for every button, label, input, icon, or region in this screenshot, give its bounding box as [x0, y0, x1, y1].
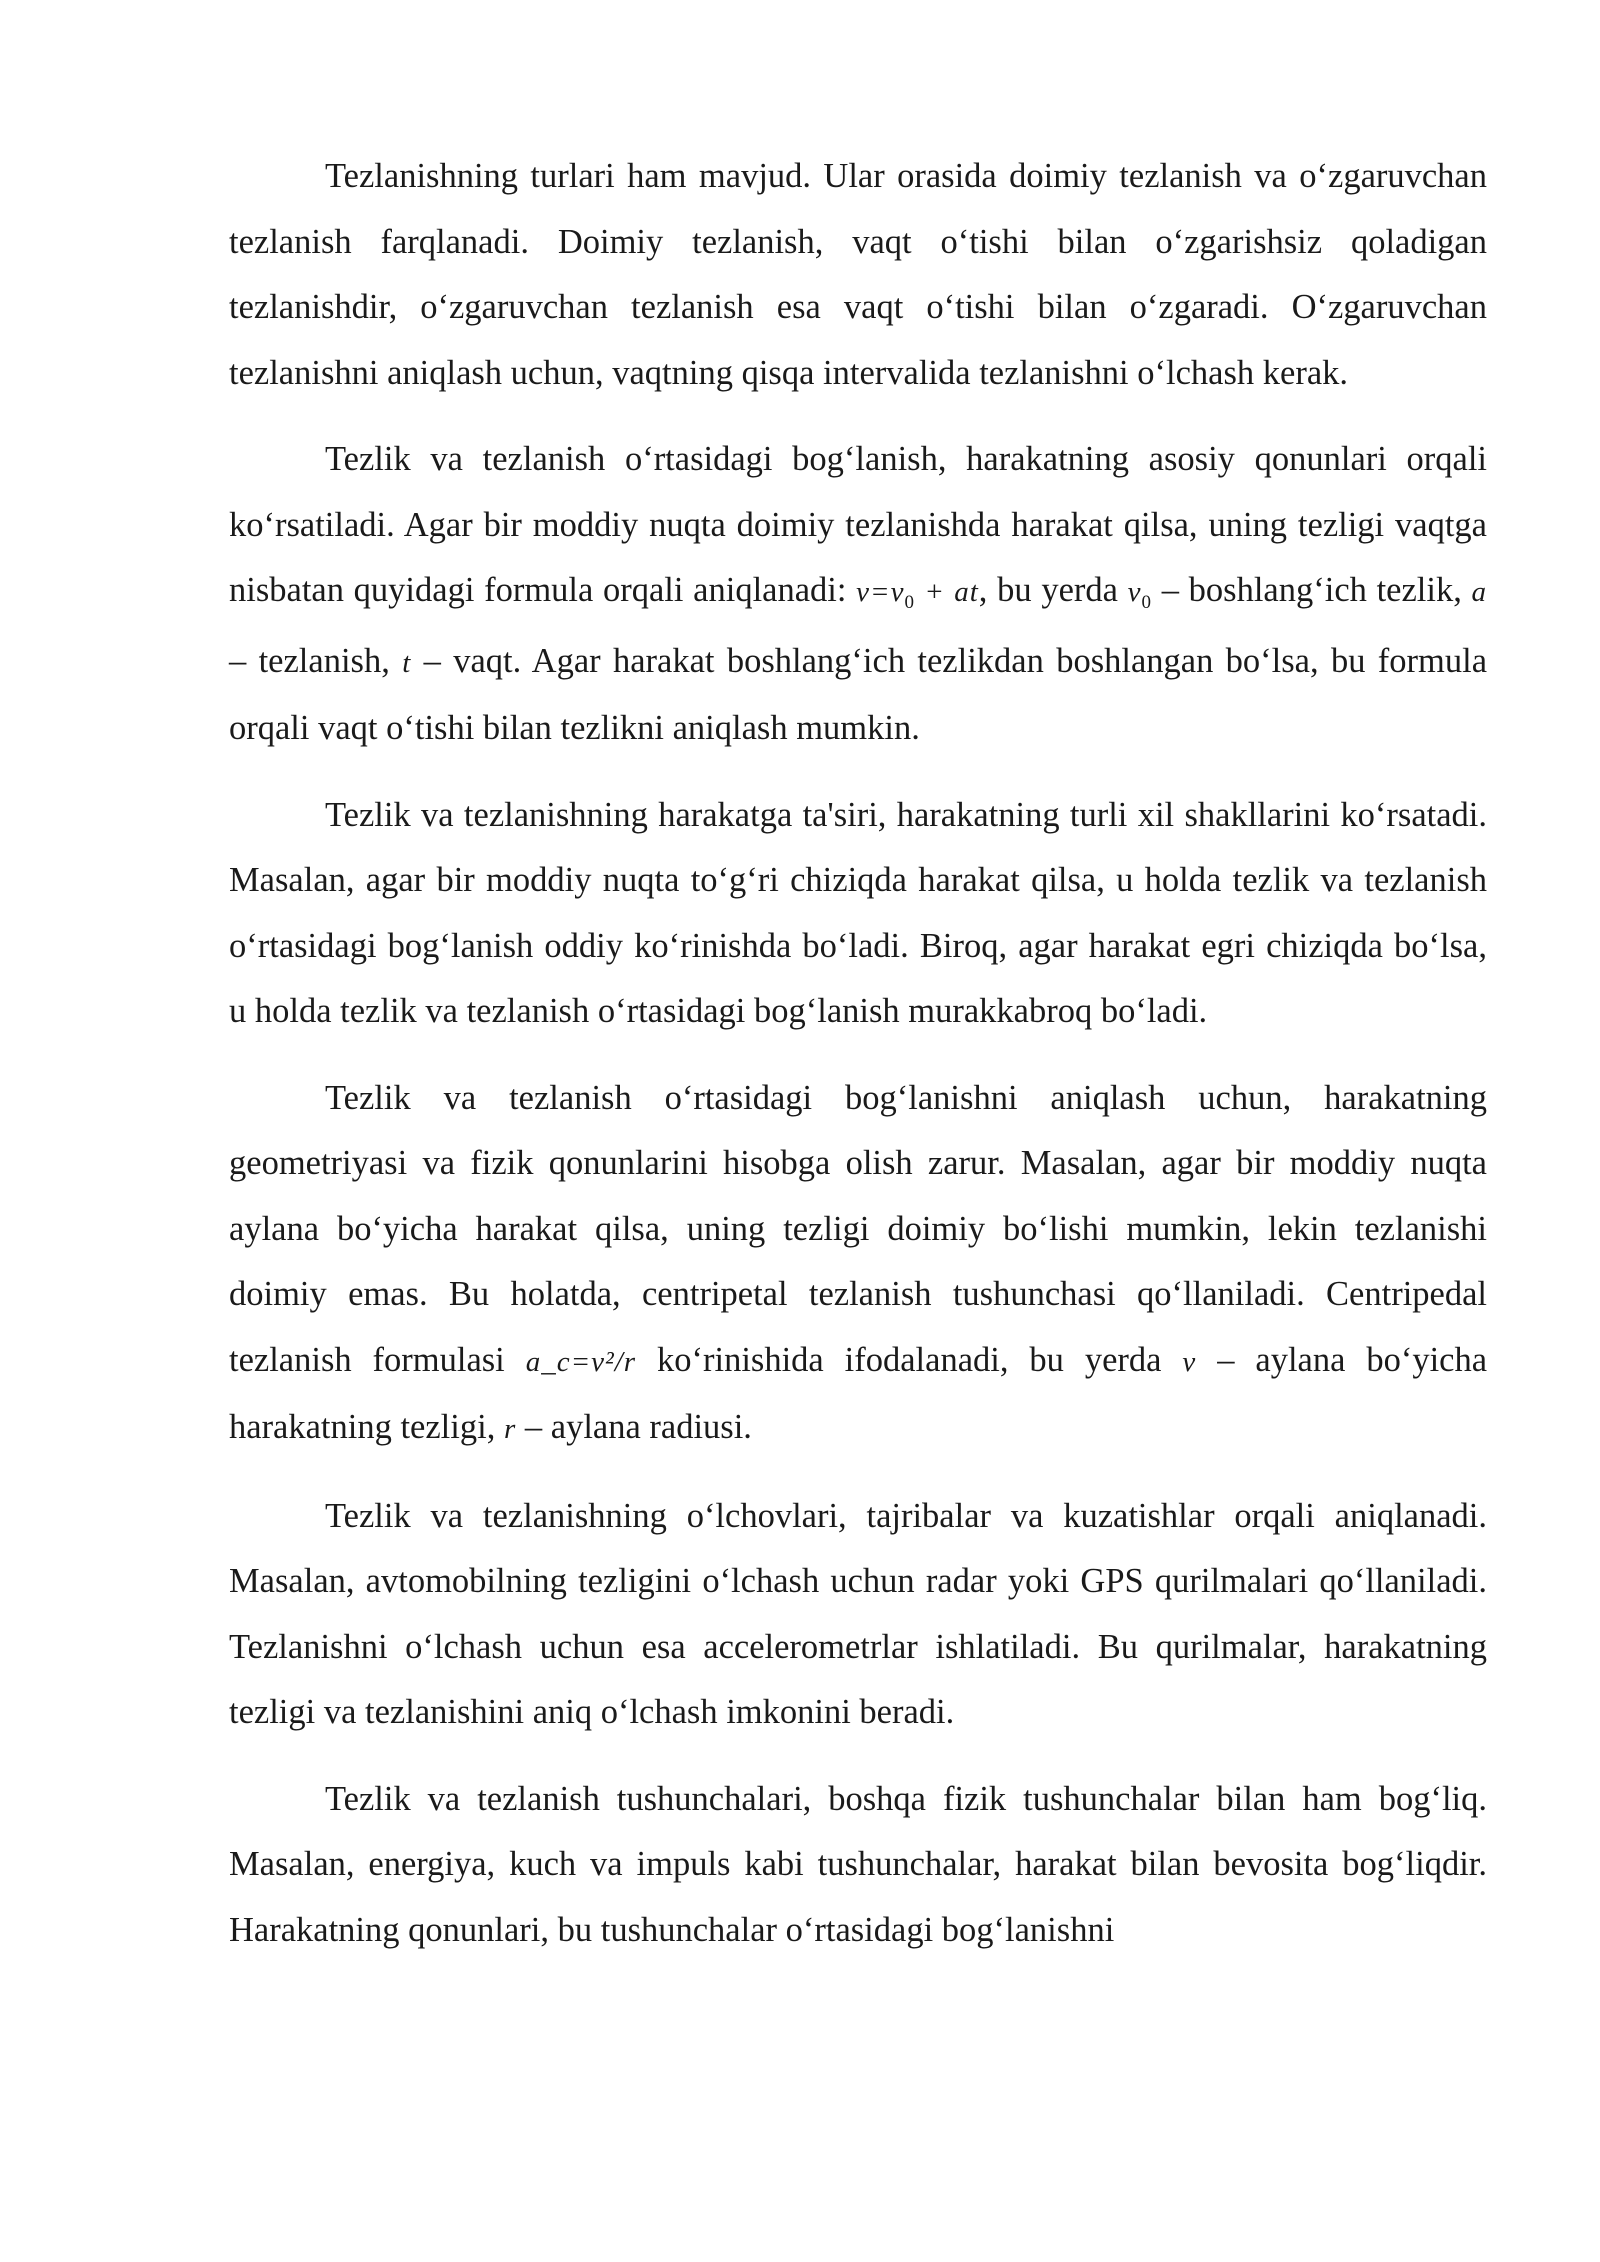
- paragraph-2-text-a: Tezlik va tezlanish o‘rtasidagi bog‘lanish, harakatning asosiy qonunlari orqali ko‘rsatiladi. Agar bir moddiy nuqta doimiy tezlanishda harakat qilsa, uning tezligi vaqtga nisbatan quyidagi formula orqali aniqlanadi:: [229, 440, 1487, 609]
- paragraph-3-text: Tezlik va tezlanishning harakatga ta'siri, harakatning turli xil shakllarini ko‘rsatadi. Masalan, agar bir moddiy nuqta to‘g‘ri chiziqda harakat qilsa, u holda tezlik va tezlanish o‘rtasidagi bog‘lanish oddiy ko‘rinishda bo‘ladi. Biroq, agar harakat egri chiziqda bo‘lsa, u holda tezlik va tezlanish o‘rtasidagi bog‘lanish murakkabroq bo‘ladi.: [229, 795, 1487, 1030]
- paragraph-5-text: Tezlik va tezlanishning o‘lchovlari, tajribalar va kuzatishlar orqali aniqlanadi. Masalan, avtomobilning tezligini o‘lchash uchun radar yoki GPS qurilmalari qo‘llaniladi. Tezlanishni o‘lchash uchun esa accelerometrlar ishlatiladi. Bu qurilmalar, harakatning tezligi va tezlanishini aniq o‘lchash imkonini beradi.: [229, 1496, 1487, 1731]
- time-symbol: t: [402, 646, 412, 679]
- paragraph-6-text: Tezlik va tezlanish tushunchalari, boshqa fizik tushunchalar bilan ham bog‘liq. Masalan, energiya, kuch va impuls kabi tushunchalar, harakat bilan bevosita bog‘liqdir. Harakatning qonunlari, bu tushunchalar o‘rtasidagi bog‘lanishni: [229, 1779, 1487, 1949]
- paragraph-4: [229, 1066, 1487, 1463]
- paragraph-3: [229, 783, 1487, 1045]
- acceleration-symbol: a: [1471, 576, 1488, 608]
- paragraph-6: [229, 1767, 1487, 1964]
- radius-symbol: r: [503, 1413, 517, 1445]
- initial-velocity-symbol: $v_0$: [1127, 576, 1153, 613]
- velocity-symbol: v: [1182, 1345, 1197, 1378]
- document-body: [229, 144, 1487, 1984]
- centripetal-formula: a_c=v²/r: [525, 1345, 637, 1378]
- paragraph-1-text: Tezlanishning turlari ham mavjud. Ular orasida doimiy tezlanish va o‘zgaruvchan tezlanish farqlanadi. Doimiy tezlanish, vaqt o‘tishi bilan o‘zgarishsiz qoladigan tezlanishdir, o‘zgaruvchan tezlanish esa vaqt o‘tishi bilan o‘zgaradi. O‘zgaruvchan tezlanishni aniqlash uchun, vaqtning qisqa intervalida tezlanishni o‘lchash kerak.: [229, 157, 1487, 392]
- paragraph-4-text-b: ko‘rinishida ifodalanadi, bu yerda: [657, 1340, 1162, 1379]
- velocity-formula: $v=v_0$ + at: [856, 576, 979, 613]
- paragraph-2-text-e: – vaqt. Agar harakat boshlang‘ich tezlikdan boshlangan bo‘lsa, bu formula orqali vaqt o‘tishi bilan tezlikni aniqlash mumkin.: [229, 641, 1488, 747]
- paragraph-4-text-a: Tezlik va tezlanish o‘rtasidagi bog‘lanishni aniqlash uchun, harakatning geometriyasi va fizik qonunlarini hisobga olish zarur. Masalan, agar bir moddiy nuqta aylana bo‘yicha harakat qilsa, uning tezligi doimiy bo‘lishi mumkin, lekin tezlanishi doimiy emas. Bu holatda, centripetal tezlanish tushunchasi qo‘llaniladi. Centripedal tezlanish formulasi: [229, 1078, 1487, 1379]
- paragraph-2-text-b: , bu yerda: [978, 571, 1118, 609]
- paragraph-1: [229, 144, 1487, 406]
- paragraph-4-text-c: – aylana bo‘yicha harakatning tezligi,: [229, 1340, 1488, 1446]
- paragraph-5: [229, 1484, 1487, 1746]
- paragraph-2: [229, 427, 1487, 762]
- paragraph-2-text-d: – tezlanish,: [229, 641, 390, 680]
- paragraph-2-text-c: – boshlang‘ich tezlik,: [1161, 571, 1462, 609]
- paragraph-4-text-d: – aylana radiusi.: [524, 1408, 752, 1446]
